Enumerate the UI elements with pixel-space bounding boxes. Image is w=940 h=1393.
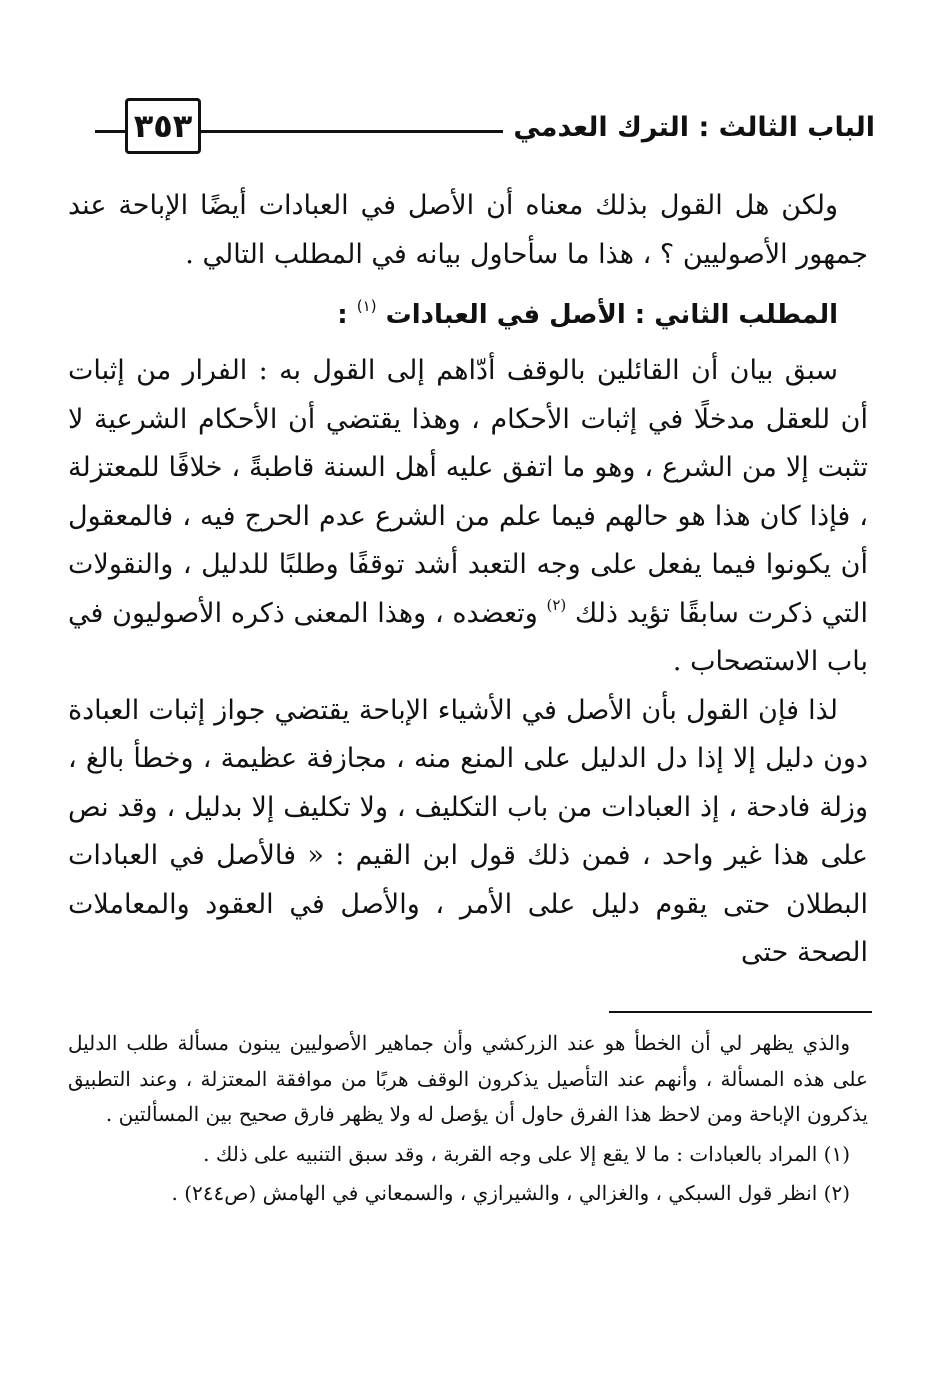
paragraph-2 [68, 347, 868, 687]
footnote-2: (٢) انظر قول السبكي ، والغزالي ، والشيرازي ، والسمعاني في الهامش (ص٢٤٤) . [171, 1181, 850, 1205]
footnote-marker-1: (١) [356, 297, 377, 315]
page-number: ٣٥٣ [125, 98, 201, 154]
footnote-continued: والذي يظهر لي أن الخطأ هو عند الزركشي وأن جماهير الأصوليين يبنون مسألة طلب الدليل على هذه المسألة ، وأنهم عند التأصيل يذكرون الوقف هربًا من موافقة المعتزلة ، وعند التطبيق يذكرون الإباحة ومن لاحظ هذا الفرق حاول أن يؤصل له ولا يظهر فارق صحيح بين المسألتين . [68, 1031, 868, 1126]
main-text [68, 182, 868, 978]
chapter-title: الباب الثالث : الترك العدمي [503, 106, 875, 150]
paragraph-2-text-b: وتعضده ، وهذا المعنى ذكره الأصوليون في باب الاستصحاب . [68, 597, 868, 677]
section-heading-colon: : [337, 300, 348, 330]
footnote-1: (١) المراد بالعبادات : ما لا يقع إلا على وجه القربة ، وقد سبق التنبيه على ذلك . [203, 1141, 850, 1166]
section-heading [68, 293, 868, 337]
paragraph-3: لذا فإن القول بأن الأصل في الأشياء الإباحة يقتضي جواز إثبات العبادة دون دليل إلا إذا دل الدليل على المنع منه ، مجازفة عظيمة ، وخطأ بالغ ، وزلة فادحة ، إذ العبادات من باب التكليف ، ولا تكليف إلا بدليل ، وقد نص على هذا غير واحد ، فمن ذلك قول ابن القيم : « فالأصل في العبادات البطلان حتى يقوم دليل على الأمر ، والأصل في العقود والمعاملات الصحة حتى [68, 694, 868, 968]
section-heading-text: المطلب الثاني : الأصل في العبادات [385, 300, 838, 330]
footnote-separator [609, 1011, 872, 1013]
footnotes [68, 1026, 868, 1212]
intro-paragraph: ولكن هل القول بذلك معناه أن الأصل في العبادات أيضًا الإباحة عند جمهور الأصوليين ؟ ، هذا ما سأحاول بيانه في المطلب التالي . [68, 190, 868, 270]
footnote-marker-2: (٢) [546, 595, 567, 614]
running-header [95, 92, 875, 162]
paragraph-2-text-a: سبق بيان أن القائلين بالوقف أدّاهم إلى القول به : الفرار من إثبات أن للعقل مدخلًا في إثبات الأحكام ، وهذا يقتضي أن الأحكام الشرعية لا تثبت إلا من الشرع ، وهو ما اتفق عليه أهل السنة قاطبةً ، خلافًا للمعتزلة ، فإذا كان هذا هو حالهم فيما علم من الشرع عدم الحرج فيه ، فالمعقول أن يكونوا فيما يفعل على وجه التعبد أشد توقفًا وطلبًا للدليل ، والنقولات التي ذكرت سابقًا تؤيد ذلك [68, 355, 868, 629]
